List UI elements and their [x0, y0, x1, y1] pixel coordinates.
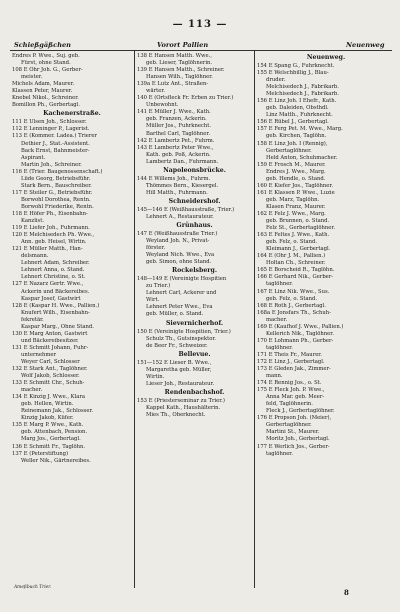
entry-continuation: Borwohl Dorothea, Rentn.: [21, 196, 91, 203]
directory-entry: 108 E Ohr Joh. G., Gerber-: [12, 67, 83, 74]
entry-continuation: Lehnert Adam, Schreiber.: [21, 260, 90, 267]
entry-continuation: Müller Jos., Fuhrknecht.: [146, 123, 212, 130]
street-heading: Neuenweg.: [306, 54, 346, 61]
entry-continuation: taglöhner.: [266, 450, 293, 457]
entry-continuation: Barthel Carl, Taglöhner.: [146, 130, 211, 137]
entry-continuation: Mies Th., Oberknecht.: [146, 411, 206, 418]
entry-continuation: geb. Daleiden, Obsthdl.: [266, 105, 329, 112]
entry-continuation: Thömmes Bern., Kiesergel.: [146, 182, 219, 189]
entry-continuation: taglöhner.: [266, 281, 293, 288]
entry-continuation: geb. Felz, o. Stand.: [266, 239, 318, 246]
directory-entry: 155 E Welschbillig J., Blau-: [257, 70, 329, 77]
entry-continuation: wärter.: [146, 88, 165, 95]
header-center: Vorort Pallien: [157, 41, 209, 49]
directory-entry: 140 E (Ortsfleck Fr. Erben zu Trier.): [137, 95, 234, 102]
entry-continuation: Endres J. Wwe., Marg.: [266, 168, 326, 175]
entry-continuation: Marg Jos., Gerbertagl.: [21, 436, 81, 443]
entry-continuation: Held Anton, Schuhmacher.: [266, 154, 338, 161]
directory-entry: 173 E Gleden Jak., Zimmer-: [257, 366, 331, 373]
directory-entry: 170 E Lohmann Ph., Gerber-: [257, 337, 334, 344]
directory-entry: 139a E Lutz Ant., Straßen-: [137, 81, 209, 88]
directory-entry: 162 E Felz J. Wwe., Marg.: [257, 210, 326, 217]
entry-continuation: Lambertz Dan., Fuhrmann.: [146, 158, 219, 165]
directory-entry: 177 E Werlich Jos., Gerber-: [257, 443, 330, 450]
directory-entry: 169 E (Kaufhof J. Wwe., Pallien.): [257, 323, 344, 330]
directory-entry: Michels Adam, Maurer.: [12, 81, 75, 88]
entry-continuation: Kellerich Nik., Taglöhner.: [266, 330, 334, 337]
street-heading: Grünhaus.: [176, 221, 213, 229]
entry-continuation: Reinemann Jak., Schlosser.: [21, 408, 94, 415]
entry-continuation: macher.: [21, 387, 43, 394]
entry-continuation: Schulz Th., Gutsinspektor.: [146, 335, 216, 342]
street-heading: Kachenerstraße.: [43, 110, 101, 118]
entry-continuation: feld, Taglöhnerin.: [266, 401, 313, 408]
directory-entry: 163 E Feltes J. Wwe., Kath.: [257, 232, 330, 239]
entry-continuation: Aspirant.: [21, 154, 46, 161]
entry-continuation: Anna Mar. geb. Meer-: [266, 394, 325, 401]
entry-continuation: Unbewohnt.: [146, 102, 179, 109]
entry-continuation: geb. Felz, o. Stand.: [266, 295, 318, 302]
directory-entry: 158 E Linz Joh. I (Rennig),: [257, 140, 328, 147]
directory-entry: 128 E (Kaspar H. Wwe., Pallien.): [12, 302, 100, 309]
entry-continuation: Moritz Joh., Gerbertagl.: [266, 436, 330, 443]
directory-entry: 145—146 E (Weißhausstraße, Trier.): [137, 206, 235, 213]
directory-entry: 147 E (Weißhausstraße Trier.): [137, 230, 218, 237]
directory-entry: 120 E Melchisedech Ph. Wwe.,: [12, 232, 95, 239]
entry-continuation: Fürst, ohne Stand.: [21, 60, 71, 67]
directory-entry: 116 E (Trier. Baugenossenschaft.): [12, 168, 103, 175]
directory-entry: 159 E Frosch M., Maurer.: [257, 161, 326, 168]
entry-continuation: geb. Simon, ohne Stand.: [146, 259, 212, 266]
directory-entry: 113 E (Kommer. Ladea.) Trierer: [12, 133, 98, 140]
entry-continuation: Ann. geb. Heisel, Wirtin.: [21, 239, 87, 246]
directory-entry: 136 E Schmitt Fr., Taglöhn.: [12, 443, 86, 450]
footer-imprint: Ameßbuch Trier.: [14, 585, 52, 590]
directory-entry: 150 E (Vereinigte Hospitien, Trier.): [137, 328, 231, 335]
entry-continuation: unternehmer: [21, 351, 56, 358]
entry-continuation: Kaspar Marg., Ohne Stand.: [21, 323, 94, 330]
directory-entry: 174 E Rennig Jos., o. St.: [257, 380, 322, 387]
entry-continuation: Lehnert Peter Wwe., Eva: [146, 304, 213, 311]
directory-entry: 151—152 E Lieser B. Wwe.,: [137, 359, 212, 366]
entry-continuation: Lüde Georg, Betriebsführ.: [21, 175, 91, 182]
entry-continuation: Back Ernst, Bahnmeister-: [21, 147, 90, 154]
entry-continuation: Kanzlist.: [21, 218, 45, 225]
entry-continuation: geb. Lieser, Taglöhnerin.: [146, 60, 213, 67]
directory-entry: 134 E Kinzig J. Wwe., Klara: [12, 394, 86, 401]
entry-continuation: meister.: [21, 74, 43, 81]
column-divider-1: [134, 50, 135, 588]
entry-continuation: Linz Matth., Fuhrknecht.: [266, 112, 333, 119]
directory-entry: 142 E Lambertz Pet., Fuhrm.: [137, 137, 215, 144]
entry-continuation: Melchisedech J., Fabrikarb.: [266, 84, 339, 91]
directory-entry: 132 E Stark Ant., Taglöhner.: [12, 366, 88, 373]
entry-continuation: Ackerin und Bäckereibes.: [21, 288, 90, 295]
entry-continuation: delsmann.: [21, 253, 49, 260]
directory-entry: 118 E Höfer Ph., Eisenbahn-: [12, 210, 88, 217]
entry-continuation: Weller Nik., Gärtnereibes.: [21, 457, 91, 464]
entry-continuation: Lehnert A., Restaurateur.: [146, 213, 214, 220]
directory-entry: Endres P. Wwe., Suj. geb.: [12, 53, 80, 59]
entry-continuation: geb. Marz, Taglöhn.: [266, 196, 320, 203]
directory-entry: 144 E Willems Joh., Fuhrm.: [137, 175, 211, 182]
directory-entry: Klassen Peter, Maurer.: [12, 88, 73, 95]
directory-entry: 135 E Marg P. Wwe., Kath.: [12, 422, 84, 429]
entry-continuation: taglöhner.: [266, 344, 293, 351]
entry-continuation: Stark Bern., Bauschreiber.: [21, 182, 92, 189]
entry-continuation: mann.: [266, 373, 283, 380]
entry-continuation: Borwohl Friederike, Rentn.: [21, 203, 94, 210]
directory-entry: 143 E Lambertz Peter Wwe.,: [137, 144, 214, 151]
directory-entry: 164 E (Ohr J. M., Pallien.): [257, 253, 326, 260]
directory-entry: 111 E Ulsen Joh., Schlosser.: [12, 119, 87, 126]
entry-continuation: geb. Hendle, o. Stand.: [266, 175, 326, 182]
entry-continuation: fekretär.: [21, 316, 44, 323]
directory-entry: 117 E Steiler G., Betriebsführ.: [12, 189, 93, 196]
entry-continuation: Martini St., Maurer.: [266, 429, 320, 436]
directory-entry: 112 E Lenninger P., Lagerist.: [12, 126, 90, 133]
entry-continuation: druder.: [266, 77, 286, 84]
directory-entry: 156 E Linz Joh. I Ehefr., Kath.: [257, 98, 337, 105]
entry-continuation: Kaspar Josef, Gastwirt: [21, 295, 81, 302]
header-right: Neuenweg: [346, 41, 385, 49]
directory-entry: 156 E Rübel J., Gerbertagl.: [257, 119, 329, 126]
entry-continuation: Knufert Wilh., Eisenbahn-: [21, 309, 90, 316]
directory-column-right: [257, 53, 395, 458]
entry-continuation: Gerbertaglöhner.: [266, 147, 312, 154]
entry-continuation: Lehnert Anna, o. Stand.: [21, 267, 85, 274]
entry-continuation: Klasen Franz, Maurer.: [266, 203, 326, 210]
entry-continuation: de Beer Fr., Schweizer.: [146, 342, 208, 349]
entry-continuation: förster.: [146, 245, 166, 252]
directory-entry: 157 E Ferg Pet. M. Wwe., Marg.: [257, 126, 343, 133]
entry-continuation: Hansen Wilh., Taglöhner.: [146, 74, 213, 81]
directory-entry: Bomillon Ph., Gerbertagl.: [12, 102, 80, 109]
directory-entry: 171 E Theis Fr., Maurer.: [257, 351, 322, 358]
directory-entry: 127 E Nazarz Gertr. Wwe.,: [12, 281, 84, 288]
entry-continuation: Melchisedech J., Fabrikarb.: [266, 91, 339, 98]
entry-continuation: Kleimann J., Gerbertagl.: [266, 246, 331, 253]
directory-entry: 165 E Borscheid R., Taglöhn.: [257, 267, 335, 274]
directory-entry: 139 E Hansen Matth., Schreiner.: [137, 67, 225, 74]
entry-continuation: Lehnert Christine, o. St.: [21, 274, 86, 281]
entry-continuation: Wolf Jakob, Schlosser.: [21, 373, 80, 380]
directory-entry: 119 E Liefer Joh., Fuhrmann.: [12, 225, 90, 232]
directory-entry: 168 E Roth J., Gerbertagl.: [257, 302, 326, 309]
signature-mark: 8: [344, 588, 349, 597]
page-number: — 113 —: [172, 19, 228, 30]
entry-continuation: Dethier J., Stat.-Assistent.: [21, 140, 90, 147]
entry-continuation: geb. Attenbach, Pension.: [21, 429, 88, 436]
entry-continuation: Weyer Carl, Schlosser: [21, 358, 80, 365]
directory-entry: 160 E Kiefer Jos., Taglöhner.: [257, 182, 333, 189]
directory-entry: 166 E Gerhard Nik., Gerber-: [257, 274, 334, 281]
street-heading: Rendenbachshof.: [164, 388, 225, 396]
entry-continuation: geb. Franzen, Ackerin.: [146, 116, 207, 123]
street-heading: Bellevue.: [178, 350, 211, 358]
entry-continuation: Martin Joh., Schreiner.: [21, 161, 82, 168]
header-left: Schießgäßchen: [14, 41, 71, 49]
directory-entry: 138 E Hansen Matth. Wwe.,: [137, 53, 212, 59]
directory-entry: 167 E Linz Nik. Wwe., Sus.: [257, 288, 330, 295]
directory-entry: 148—149 E (Vereinigte Hospitien: [137, 276, 227, 283]
street-heading: Napoleonsbrücke.: [163, 166, 226, 174]
entry-continuation: geb. Kirchen, Taglöhn.: [266, 133, 327, 140]
directory-entry: 121 E Müller Matth., Han-: [12, 246, 83, 253]
directory-column-left: [12, 53, 132, 465]
entry-continuation: Kath. geb. Poß, Ackerin.: [146, 151, 211, 158]
street-heading: Rockelsberg.: [171, 267, 218, 275]
directory-entry: 168a E Jonsfars Th., Schuh-: [257, 309, 331, 316]
directory-entry: 153 E (Priesterseminar zu Trier.): [137, 397, 225, 404]
entry-continuation: geb. Brunnen, o. Stand.: [266, 218, 330, 225]
directory-entry: 141 E Müller J. Wwe., Kath.: [137, 109, 211, 116]
entry-continuation: Kappel Kath., Haushälterin.: [146, 404, 221, 411]
entry-continuation: Wirt.: [146, 297, 160, 304]
directory-entry: 176 E Propson Joh. (Meier),: [257, 415, 332, 422]
header-rule: [10, 50, 392, 51]
entry-continuation: geb. Müller, o. Stand.: [146, 311, 204, 318]
entry-continuation: Kinzig Jakob, Küfer.: [21, 415, 74, 422]
directory-entry: 133 E Schmitt Chr., Schuh-: [12, 380, 85, 387]
directory-entry: 131 E Schmitt Johann, Fuhr-: [12, 344, 89, 351]
directory-entry: 161 E Klassen P. Wwe., Luzie: [257, 189, 335, 196]
street-heading: Schneidershof.: [168, 197, 221, 205]
entry-continuation: zu Trier.): [146, 283, 171, 290]
entry-continuation: Weyland Joh. N., Privat-: [146, 238, 210, 245]
entry-continuation: macher.: [266, 316, 288, 323]
entry-continuation: Weyland Nich. Wwe., Eva: [146, 252, 215, 259]
column-divider-2: [254, 50, 255, 588]
entry-continuation: geb. Hellen, Wirtin.: [21, 401, 74, 408]
entry-continuation: Wirtin.: [146, 373, 165, 380]
directory-entry: Knebel Nikol., Schreiner.: [12, 95, 79, 102]
directory-entry: 175 E Fleck Joh. P. Wwe.,: [257, 387, 325, 394]
directory-entry: 137 E (Peterstiftung): [12, 450, 69, 457]
directory-entry: 130 E Marg Anton, Gastwirt: [12, 330, 88, 337]
directory-entry: 154 E Spang G., Fuhrknecht.: [257, 63, 335, 69]
entry-continuation: Margaretha geb. Müller,: [146, 366, 212, 373]
entry-continuation: Felz St., Gerbertaglöhner.: [266, 225, 335, 232]
directory-entry: 172 E Linz J., Gerbertagl.: [257, 358, 325, 365]
entry-continuation: und Bäckereibesitzer.: [21, 337, 79, 344]
entry-continuation: Hill Matth., Fuhrmann.: [146, 189, 208, 196]
entry-continuation: Lehnert Carl, Ackerer und: [146, 290, 217, 297]
entry-continuation: Fleck J., Gerbertaglöhner.: [266, 408, 335, 415]
street-heading: Sievernicherhof.: [165, 319, 224, 327]
directory-column-center: [137, 53, 252, 419]
entry-continuation: Gerbertaglöhner.: [266, 422, 312, 429]
entry-continuation: Lieser Joh., Restaurateur.: [146, 380, 215, 387]
entry-continuation: Holtan Ch., Schreiner.: [266, 260, 326, 267]
